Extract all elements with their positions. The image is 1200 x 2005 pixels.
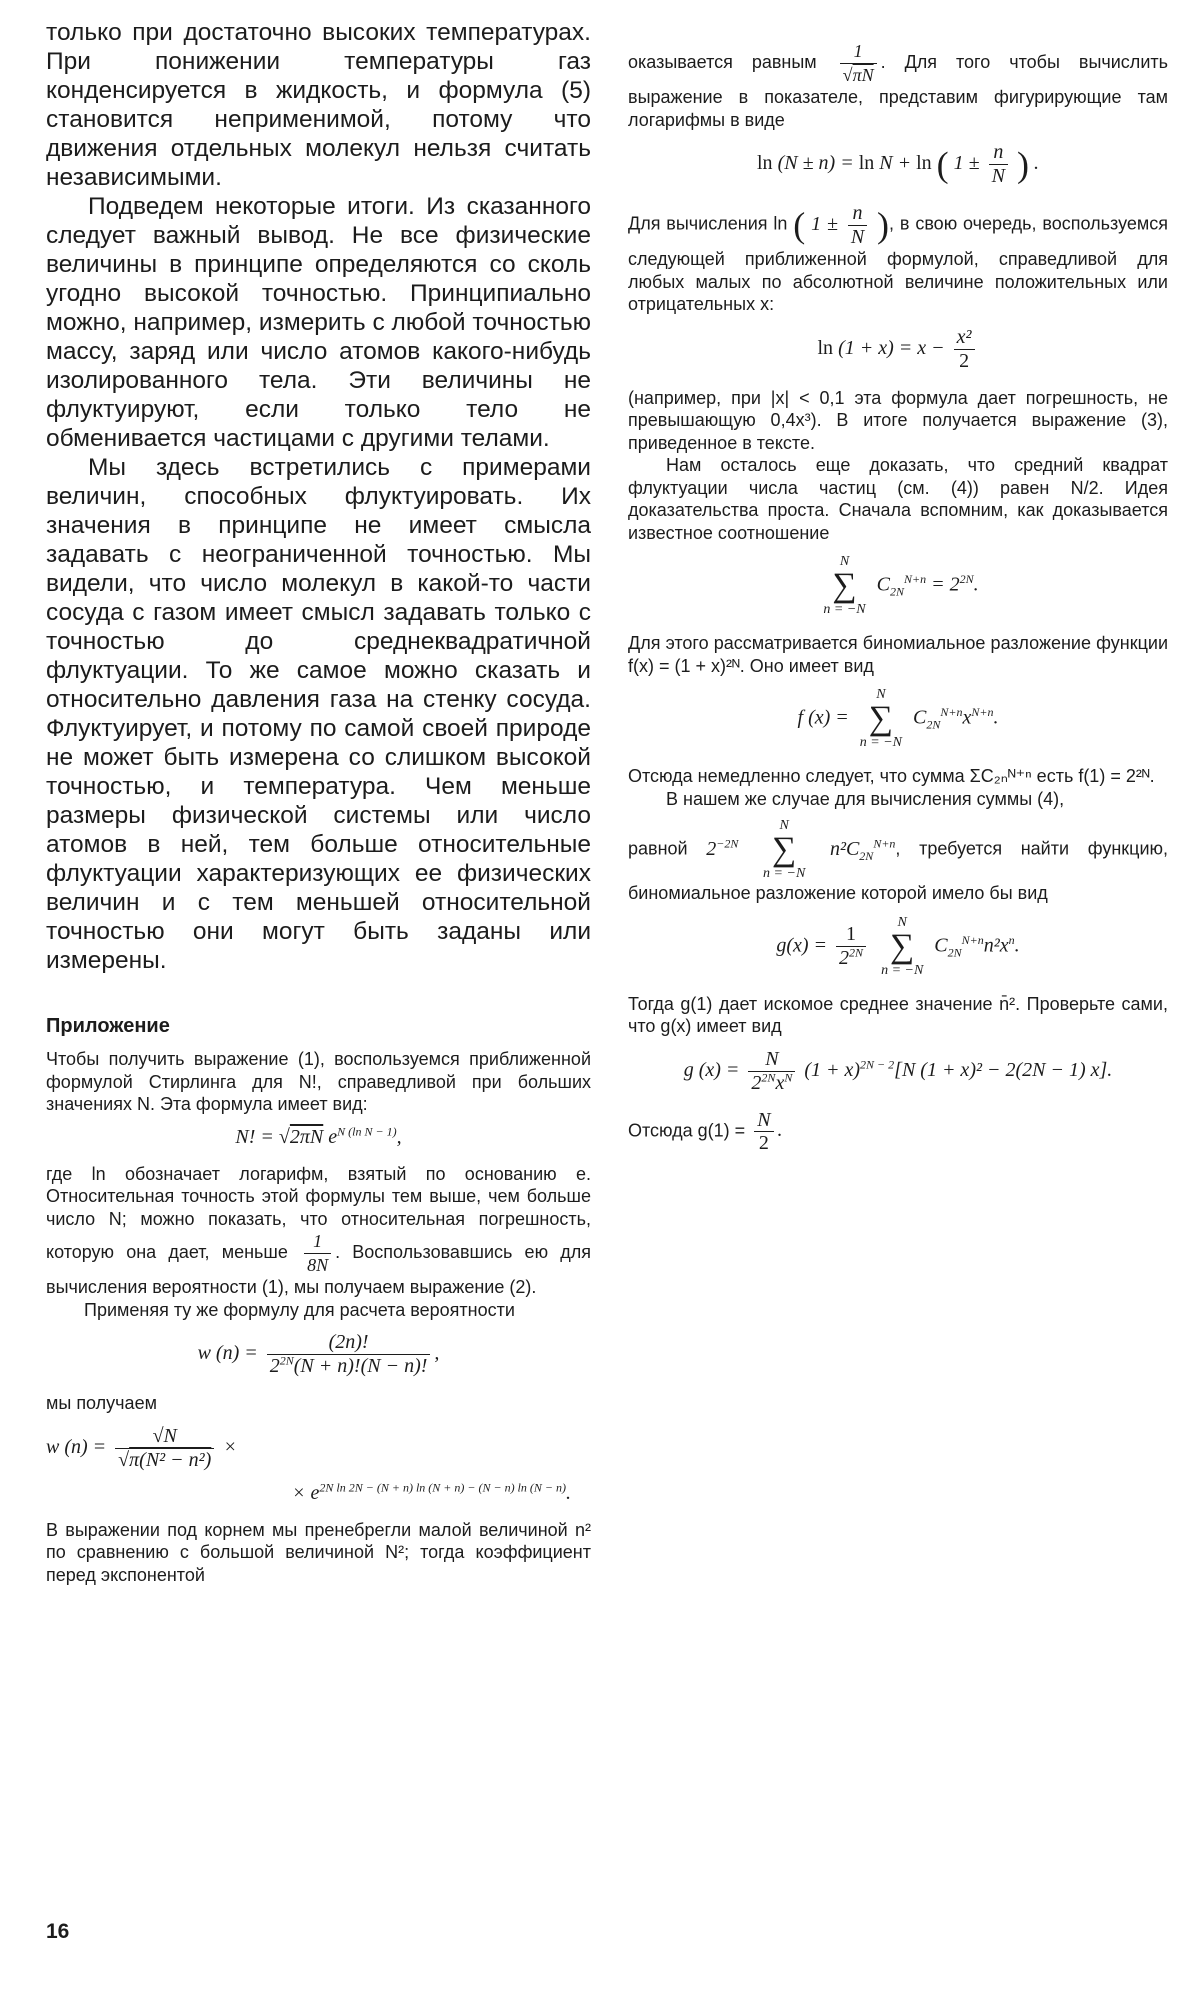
appendix-paragraph-probability: Применяя ту же формулу для расчета вероятности — [84, 1299, 515, 1320]
formula-g-x-sum: g(x) = $\frac{1}{2^{2N}}$ N ∑ n = −N $C_{2N}^{N+n}n^2x^n$. — [776, 914, 1020, 978]
formula-f-x: f (x) = N ∑ n = −N $C_{2N}^{N+n}x^{N+n}$. — [797, 687, 999, 750]
appendix-paragraph-neglect: В выражении под корнем мы пренебрегли малой величиной n² по сравнению с большой величиной N²; тогда коэффициент перед экспонентой — [46, 1519, 591, 1585]
right-paragraph-equal: равной $2^{-2N}$ N ∑ n = −N $n^2C_{2N}^{N+n}$, требуется найти функцию, биномиальное разложение которой имело бы вид — [628, 818, 1168, 903]
paragraph-temperatures: только при достаточно высоких температурах. При понижении температуры газ конденсируется в жидкость, и формула (5) становится неприменимой, потому что движения отдельных молекул нельзя считать независимыми. — [46, 19, 591, 191]
formula-log-expansion: ln (N ± n) = ln N + ln ( 1 ± $\frac{n}{N}$ ) . — [757, 141, 1039, 187]
appendix-heading: Приложение — [46, 1015, 170, 1037]
right-text — [628, 40, 1168, 1155]
appendix-paragraph-stirling: Чтобы получить выражение (1), воспользуемся приближенной формулой Стирлинга для N!, справедливой при больших значениях N. Эта формула имеет вид: — [46, 1049, 591, 1114]
paragraph-fluctuations: Мы здесь встретились с примерами величин, способных флуктуировать. Их значения в принципе не имеет смысла задавать с неограниченной точностью. Мы видели, что число молекул в какой-то части сосуда с газом имеет смысл задавать только с точностью до среднеквадратичной флуктуации. То же самое можно сказать и относительно давления газа на стенку сосуда. Флуктуирует, и потому по самой своей природе не может быть измерена со слишком высокой точностью, и температура. Чем меньше размеры физической системы или число атомов в ней, тем больше относительные флуктуации характеризующих ее физических величин и с тем меньшей относительной точностью они могут быть заданы или измерены. — [46, 454, 591, 974]
formula-w-n-expanded: w (n) = $\frac{√N}{\text{√π(N² − n²)}}$ × × $e^{2N ln 2N - (N + n) ln (N + n) - (N - n) ln (N - n)}$. — [46, 1424, 571, 1504]
right-paragraph-our-case: В нашем же случае для вычисления суммы (4), — [666, 788, 1065, 809]
right-paragraph-binomial: Для этого рассматривается биномиальное разложение функции f(x) = (1 + x)²ᴺ. Оно имеет вид — [628, 633, 1168, 676]
formula-binomial-sum: N ∑ n = −N $C_{2N}^{N+n} = 2^{2N}$. — [823, 554, 979, 617]
formula-stirling: N! = √2πN $e^{N (ln N - 1)}$, — [235, 1123, 402, 1148]
right-paragraph-result: Отсюда g(1) = $\frac{N}{2}$ . — [628, 1108, 783, 1154]
right-column — [628, 40, 1168, 1155]
right-paragraph-ln-calc: Для вычисления ln ( 1 ± $\frac{n}{N}$ ), в свою очередь, воспользуемся следующей приближенной формулой, справедливой для любых малых по абсолютной величине положительных или отрицательных x: — [628, 202, 1169, 314]
paragraph-summary: Подведем некоторые итоги. Из сказанного следует важный вывод. Не все физические величины в принципе определяются со сколь угодно высокой точностью. Принципиально можно, например, измерить с любой точностью массу, заряд или число атомов какого-нибудь изолированного тела. Эти величины не флуктуируют, если только тело не обменивается частицами с другими телами. — [46, 193, 591, 452]
page-number: 16 — [46, 1920, 70, 1943]
main-text — [46, 18, 591, 975]
appendix-paragraph-we-get: мы получаем — [46, 1393, 157, 1413]
left-column — [46, 18, 591, 1586]
right-paragraph-coefficient: оказывается равным $\frac{1}{√\pi N}$ . Для того чтобы вычислить выражение в показателе, представим фигурирующие там логарифмы в виде — [628, 41, 1168, 130]
formula-w-n: w (n) = $\frac{(2n)!}{2^{2N}(N + n)!(N - n)!}$ , — [197, 1331, 440, 1377]
formula-g-x-closed: g (x) = $\frac{N}{2^{2N}x^N}$ $(1 + x)^{2N - 2}[N$ (1 + x)² − 2(2N − 1) x]. — [683, 1047, 1113, 1094]
right-paragraph-g1: Тогда g(1) дает искомое среднее значение n̄². Проверьте сами, что g(x) имеет вид — [628, 993, 1168, 1036]
right-paragraph-proof: Нам осталось еще доказать, что средний квадрат флуктуации числа частиц (см. (4)) равен N/2. Идея доказательства проста. Сначала вспомним, как доказывается известное соотношение — [628, 455, 1168, 543]
right-paragraph-error: (например, при |x| < 0,1 эта формула дает погрешность, не превышающую 0,4x³). В итоге получается выражение (3), приведенное в тексте. — [628, 387, 1168, 453]
appendix-text — [46, 1048, 591, 1586]
right-paragraph-sum-result: Отсюда немедленно следует, что сумма ΣC₂ₙᴺ⁺ⁿ есть f(1) = 2²ᴺ. — [628, 766, 1155, 786]
appendix-paragraph-accuracy: где ln обозначает логарифм, взятый по основанию e. Относительная точность этой формулы тем выше, чем больше число N; можно показать, что относительная погрешность, которую она дает, меньше $\frac{1}{8N}$ . Воспользовавшись ею для вычисления вероятности (1), мы получаем выражение (2). — [46, 1163, 591, 1297]
formula-ln-approx: ln (1 + x) = x − $\frac{\text{x²}}{2}$ — [628, 326, 1168, 373]
